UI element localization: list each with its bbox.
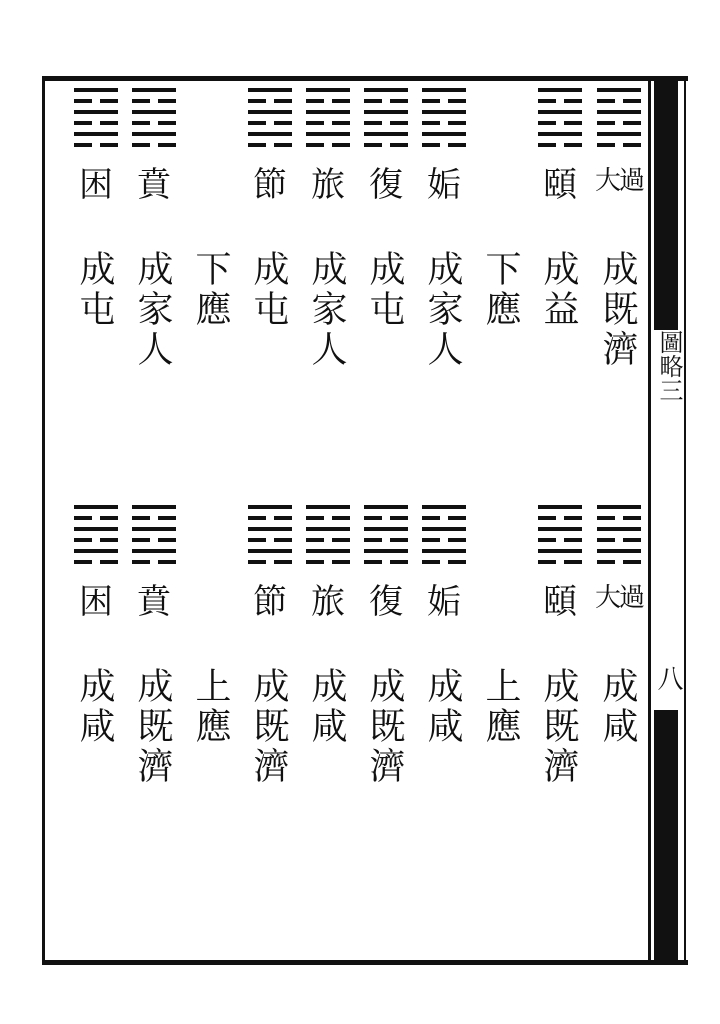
margin-band-lower (654, 710, 678, 960)
hexagram-line (74, 132, 118, 136)
hexagram-line (448, 143, 466, 147)
hexagram-line (597, 99, 615, 103)
frame-bottom-rule (42, 960, 688, 965)
hexagram-line (623, 121, 641, 125)
hexagram-line (132, 99, 150, 103)
hexagram-line (74, 549, 118, 553)
hexagram-figure (364, 505, 408, 571)
hexagram-line (422, 110, 466, 114)
hexagram-line (623, 99, 641, 103)
hexagram-line (597, 121, 615, 125)
hexagram-line (364, 121, 382, 125)
hexagram-line (448, 560, 466, 564)
result-text: 成益 (538, 250, 579, 330)
hexagram-line (448, 99, 466, 103)
result-text: 成咸 (597, 667, 638, 747)
hexagram-figure (248, 88, 292, 154)
hexagram-line (564, 538, 582, 542)
hexagram-line (623, 538, 641, 542)
hexagram-line (132, 516, 150, 520)
hexagram-line (332, 121, 350, 125)
hexagram-line (597, 132, 641, 136)
hexagram-name: 賁 (137, 582, 171, 622)
hexagram-line (100, 143, 118, 147)
hexagram-line (274, 516, 292, 520)
hexagram-name: 大過 (594, 583, 643, 613)
hexagram-line (248, 99, 266, 103)
hexagram-line (564, 516, 582, 520)
hexagram-line (74, 516, 92, 520)
result-text: 成家人 (306, 250, 347, 370)
hexagram-name: 大過 (594, 166, 643, 196)
hexagram-line (248, 505, 292, 509)
margin-title: 圖略三 (651, 330, 681, 402)
hexagram-name: 節 (253, 582, 287, 622)
relation-label: 下應 (480, 250, 521, 330)
result-text: 成屯 (74, 250, 115, 330)
hexagram-line (132, 121, 150, 125)
hexagram-line (306, 505, 350, 509)
hexagram-line (132, 88, 176, 92)
hexagram-line (390, 143, 408, 147)
hexagram-line (448, 121, 466, 125)
hexagram-figure (74, 88, 118, 154)
hexagram-line (422, 121, 440, 125)
result-text: 成家人 (422, 250, 463, 370)
frame-left-rule (42, 76, 45, 965)
hexagram-line (538, 560, 556, 564)
hexagram-line (74, 143, 92, 147)
hexagram-line (623, 560, 641, 564)
hexagram-line (100, 99, 118, 103)
hexagram-name: 頤 (543, 582, 577, 622)
hexagram-name: 姤 (427, 165, 461, 205)
hexagram-line (564, 560, 582, 564)
hexagram-line (422, 505, 466, 509)
hexagram-line (422, 143, 440, 147)
hexagram-line (274, 538, 292, 542)
hexagram-figure (132, 88, 176, 154)
hexagram-line (248, 516, 266, 520)
result-text: 成既濟 (248, 667, 289, 787)
hexagram-line (597, 110, 641, 114)
hexagram-line (100, 121, 118, 125)
hexagram-line (422, 88, 466, 92)
hexagram-line (422, 99, 440, 103)
hexagram-line (390, 121, 408, 125)
hexagram-line (364, 549, 408, 553)
result-text: 成既濟 (364, 667, 405, 787)
hexagram-line (564, 121, 582, 125)
hexagram-figure (132, 505, 176, 571)
hexagram-name: 頤 (543, 165, 577, 205)
hexagram-line (274, 560, 292, 564)
hexagram-figure (538, 88, 582, 154)
hexagram-line (132, 110, 176, 114)
hexagram-line (274, 99, 292, 103)
relation-label: 下應 (190, 250, 231, 330)
hexagram-line (274, 121, 292, 125)
hexagram-line (100, 538, 118, 542)
hexagram-line (538, 88, 582, 92)
frame-outer-right-rule (684, 76, 686, 965)
hexagram-line (158, 516, 176, 520)
hexagram-line (364, 538, 382, 542)
hexagram-line (248, 132, 292, 136)
relation-label: 上應 (190, 667, 231, 747)
hexagram-line (448, 538, 466, 542)
hexagram-line (74, 121, 92, 125)
hexagram-line (248, 527, 292, 531)
hexagram-line (74, 527, 118, 531)
hexagram-line (364, 516, 382, 520)
hexagram-line (132, 143, 150, 147)
hexagram-line (448, 516, 466, 520)
hexagram-line (332, 143, 350, 147)
hexagram-line (158, 538, 176, 542)
hexagram-line (306, 143, 324, 147)
hexagram-line (564, 143, 582, 147)
hexagram-line (248, 121, 266, 125)
hexagram-line (364, 132, 408, 136)
hexagram-line (132, 132, 176, 136)
hexagram-figure (248, 505, 292, 571)
hexagram-line (248, 110, 292, 114)
hexagram-line (306, 132, 350, 136)
hexagram-line (597, 505, 641, 509)
result-text: 成咸 (74, 667, 115, 747)
hexagram-line (390, 516, 408, 520)
hexagram-line (422, 560, 440, 564)
hexagram-line (422, 527, 466, 531)
hexagram-line (422, 516, 440, 520)
margin-page-number: 八 (653, 665, 683, 691)
hexagram-line (538, 110, 582, 114)
result-text: 成既濟 (538, 667, 579, 787)
hexagram-line (158, 143, 176, 147)
hexagram-line (306, 560, 324, 564)
hexagram-line (332, 538, 350, 542)
hexagram-line (597, 538, 615, 542)
hexagram-name: 節 (253, 165, 287, 205)
hexagram-line (248, 88, 292, 92)
hexagram-figure (364, 88, 408, 154)
hexagram-line (564, 99, 582, 103)
hexagram-line (364, 88, 408, 92)
hexagram-line (623, 143, 641, 147)
hexagram-line (538, 143, 556, 147)
hexagram-line (248, 549, 292, 553)
result-text: 成屯 (364, 250, 405, 330)
hexagram-line (100, 560, 118, 564)
hexagram-line (306, 516, 324, 520)
hexagram-line (332, 516, 350, 520)
hexagram-line (306, 99, 324, 103)
hexagram-line (538, 527, 582, 531)
hexagram-line (132, 549, 176, 553)
hexagram-line (132, 505, 176, 509)
hexagram-line (74, 505, 118, 509)
hexagram-name: 困 (79, 582, 113, 622)
hexagram-line (422, 132, 466, 136)
hexagram-line (364, 527, 408, 531)
hexagram-line (74, 538, 92, 542)
frame-right-rule (648, 76, 651, 965)
hexagram-line (100, 516, 118, 520)
hexagram-line (538, 99, 556, 103)
hexagram-line (422, 538, 440, 542)
hexagram-line (597, 143, 615, 147)
hexagram-line (364, 505, 408, 509)
hexagram-figure (306, 505, 350, 571)
hexagram-line (74, 110, 118, 114)
hexagram-line (132, 538, 150, 542)
hexagram-figure (422, 88, 466, 154)
hexagram-line (132, 560, 150, 564)
hexagram-name: 復 (369, 582, 403, 622)
margin-band-upper (654, 80, 678, 330)
hexagram-name: 賁 (137, 165, 171, 205)
hexagram-line (332, 99, 350, 103)
hexagram-name: 復 (369, 165, 403, 205)
hexagram-line (74, 88, 118, 92)
hexagram-line (306, 538, 324, 542)
hexagram-figure (597, 88, 641, 154)
frame-top-rule (42, 76, 688, 81)
hexagram-line (248, 143, 266, 147)
hexagram-line (364, 143, 382, 147)
hexagram-line (538, 516, 556, 520)
hexagram-line (306, 88, 350, 92)
hexagram-figure (74, 505, 118, 571)
hexagram-line (597, 88, 641, 92)
hexagram-line (538, 132, 582, 136)
result-text: 成既濟 (597, 250, 638, 370)
hexagram-line (538, 505, 582, 509)
hexagram-figure (538, 505, 582, 571)
hexagram-line (422, 549, 466, 553)
hexagram-line (158, 560, 176, 564)
hexagram-line (364, 560, 382, 564)
hexagram-figure (597, 505, 641, 571)
result-text: 成咸 (306, 667, 347, 747)
hexagram-line (597, 549, 641, 553)
hexagram-line (74, 99, 92, 103)
hexagram-line (158, 121, 176, 125)
hexagram-figure (306, 88, 350, 154)
hexagram-line (74, 560, 92, 564)
hexagram-name: 姤 (427, 582, 461, 622)
hexagram-line (158, 99, 176, 103)
hexagram-line (248, 560, 266, 564)
hexagram-line (390, 538, 408, 542)
hexagram-line (364, 110, 408, 114)
hexagram-line (597, 560, 615, 564)
hexagram-line (538, 121, 556, 125)
hexagram-line (332, 560, 350, 564)
hexagram-line (306, 121, 324, 125)
hexagram-name: 困 (79, 165, 113, 205)
result-text: 成咸 (422, 667, 463, 747)
hexagram-line (390, 560, 408, 564)
hexagram-line (538, 538, 556, 542)
hexagram-line (364, 99, 382, 103)
relation-label: 上應 (480, 667, 521, 747)
hexagram-name: 旅 (311, 165, 345, 205)
hexagram-line (538, 549, 582, 553)
hexagram-figure (422, 505, 466, 571)
result-text: 成家人 (132, 250, 173, 370)
hexagram-line (597, 516, 615, 520)
hexagram-line (306, 527, 350, 531)
hexagram-line (248, 538, 266, 542)
hexagram-line (132, 527, 176, 531)
hexagram-line (306, 549, 350, 553)
hexagram-line (597, 527, 641, 531)
result-text: 成屯 (248, 250, 289, 330)
hexagram-name: 旅 (311, 582, 345, 622)
hexagram-line (390, 99, 408, 103)
hexagram-line (306, 110, 350, 114)
hexagram-line (623, 516, 641, 520)
result-text: 成既濟 (132, 667, 173, 787)
hexagram-line (274, 143, 292, 147)
